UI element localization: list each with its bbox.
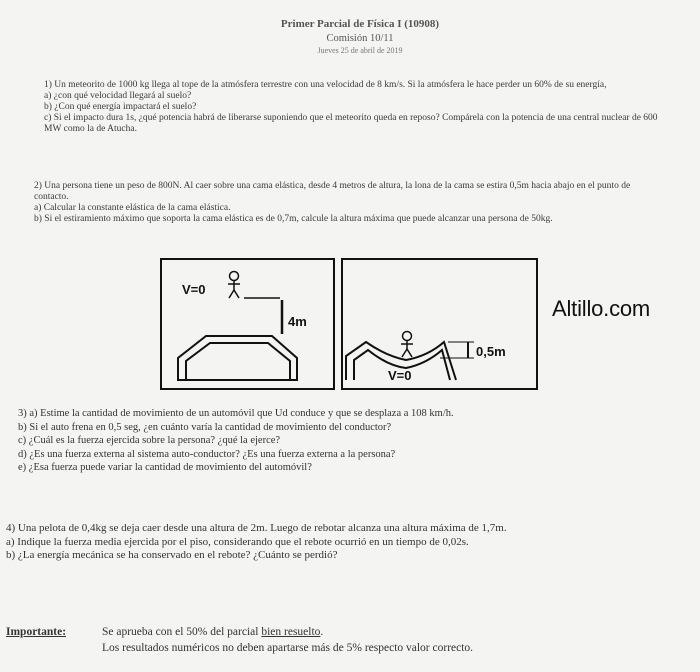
exam-date: Jueves 25 de abril de 2019 [317, 46, 403, 55]
question-3-c: c) ¿Cuál es la fuerza ejercida sobre la persona? ¿qué la ejerce? [18, 435, 281, 446]
question-2 [34, 181, 664, 225]
right-person-icon [401, 332, 413, 358]
right-height-label: 0,5m [476, 344, 506, 359]
question-2-b: b) Si el estiramiento máximo que soporta la cama elástica es de 0,7m, calcule la altura máxima que puede alcanzar una persona de 50kg. [34, 214, 553, 224]
question-1-c: c) Si el impacto dura 1s, ¿qué potencia habrá de liberarse suponiendo que el meteorito queda en reposo? Compárela con la potencia de una central nuclear de 600 MW como la de Atucha. [44, 113, 658, 134]
important-note [6, 624, 698, 656]
question-2-a: a) Calcular la constante elástica de la cama elástica. [34, 203, 231, 213]
question-1-a: a) ¿con qué velocidad llegará al suelo? [44, 91, 192, 101]
left-velocity-label: V=0 [182, 282, 206, 297]
question-3-b: b) Si el auto frena en 0,5 seg, ¿en cuánto varía la cantidad de movimiento del conductor? [18, 421, 392, 433]
important-line1-post: . [320, 626, 324, 638]
left-person-icon [228, 272, 240, 299]
question-3-d: d) ¿Es una fuerza externa al sistema auto-conductor? ¿Es una fuerza externa a la persona? [18, 448, 396, 460]
question-1-intro: 1) Un meteorito de 1000 kg llega al tope de la atmósfera terrestre con una velocidad de 8 km/s. Si la atmósfera le hace perder un 60% de su energía, [44, 80, 607, 90]
left-height-label: 4m [288, 314, 307, 329]
right-velocity-label: V=0 [388, 368, 412, 383]
question-4 [6, 522, 698, 563]
question-3-a: 3) a) Estime la cantidad de movimiento de un automóvil que Ud conduce y que se desplaza a 108 km/h. [18, 408, 454, 419]
important-line1-pre: Se aprueba con el 50% del parcial [102, 626, 262, 638]
left-trampoline [178, 336, 297, 380]
question-3-e: e) ¿Esa fuerza puede variar la cantidad de movimiento del automóvil? [18, 462, 312, 473]
trampoline-figure [160, 258, 540, 393]
right-panel-frame [342, 259, 537, 389]
question-4-a: a) Indique la fuerza media ejercida por el piso, considerando que el rebote ocurrió en un tiempo de 0,02s. [6, 535, 469, 548]
exam-commission: Comisión 10/11 [326, 33, 394, 44]
question-3 [18, 407, 658, 475]
question-2-intro: 2) Una persona tiene un peso de 800N. Al caer sobre una cama elástica, desde 4 metros de altura, la lona de la cama se estira 0,5m hacia abajo en el punto de contacto. [34, 181, 631, 202]
important-line1-underlined: bien resuelto [261, 626, 321, 638]
question-4-intro: 4) Una pelota de 0,4kg se deja caer desde una altura de 2m. Luego de rebotar alcanza una altura máxima de 1,7m. [6, 522, 507, 534]
important-line2: Los resultados numéricos no deben apartarse más de 5% respecto valor correcto. [102, 642, 474, 654]
question-1-b: b) ¿Con qué energía impactará el suelo? [44, 102, 197, 112]
important-label: Importante: [6, 626, 67, 638]
question-4-b: b) ¿La energía mecánica se ha conservado en el rebote? ¿Cuánto se perdió? [6, 549, 338, 561]
question-1 [44, 80, 664, 135]
watermark-text: Altillo.com [552, 296, 651, 321]
exam-title: Primer Parcial de Física I (10908) [280, 18, 440, 30]
